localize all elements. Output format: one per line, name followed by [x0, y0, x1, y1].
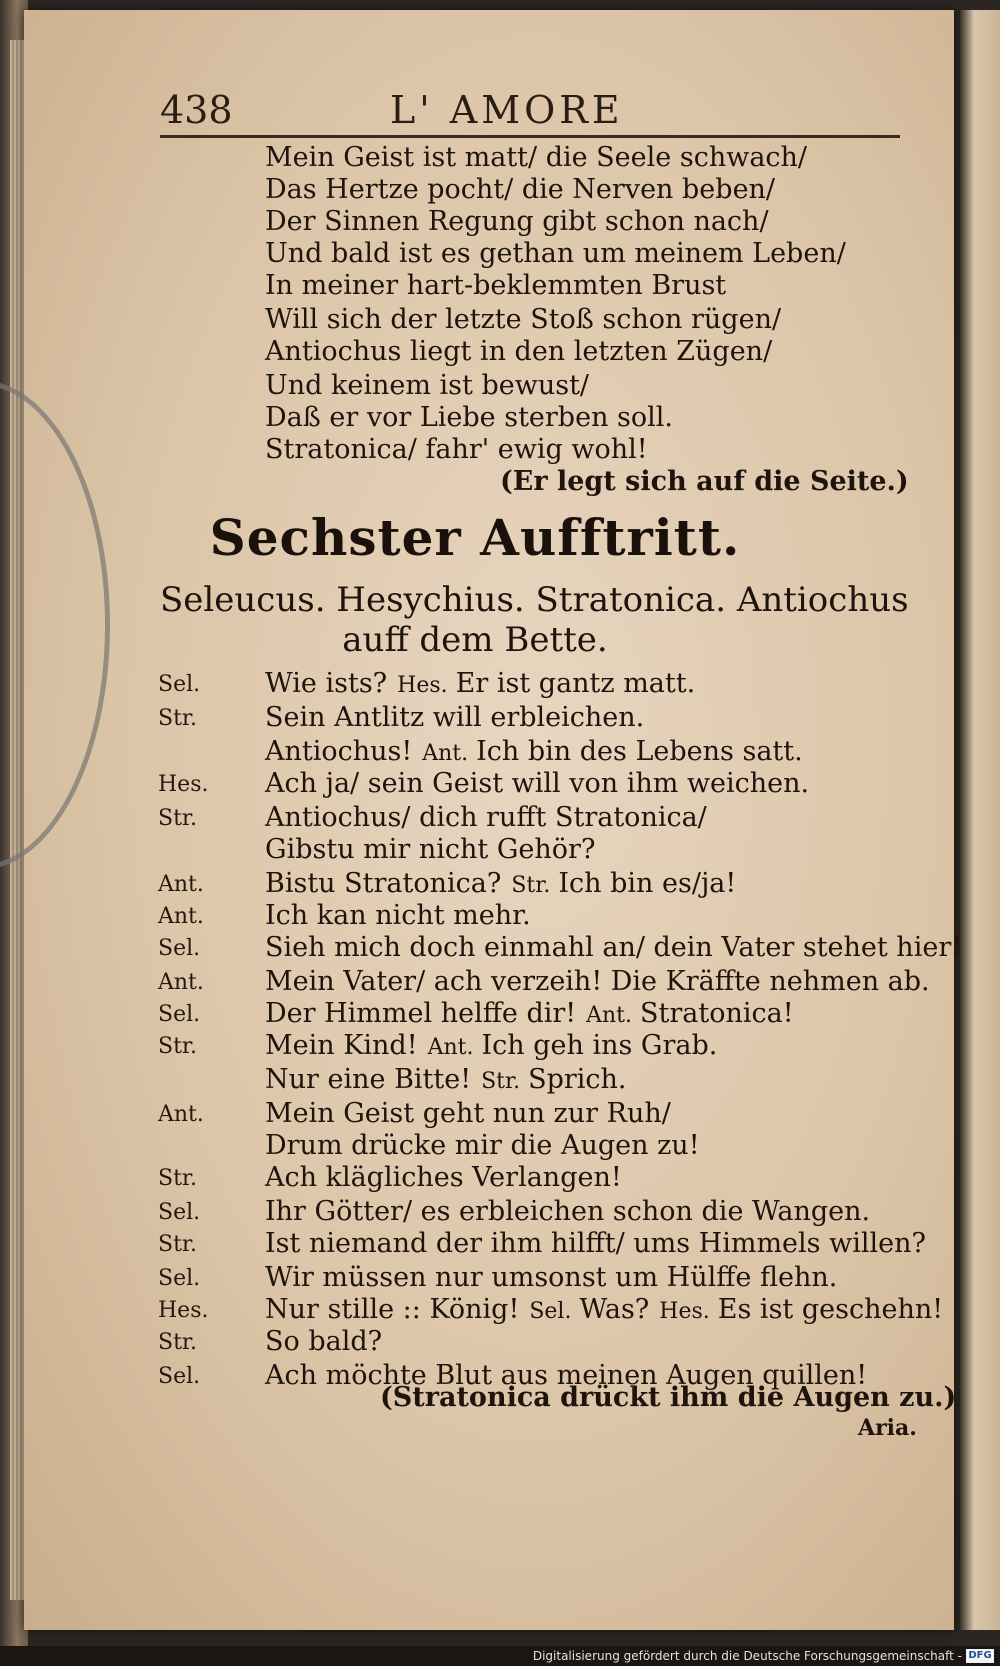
speaker-label: Sel. — [158, 936, 201, 961]
dialogue-line — [265, 1228, 926, 1260]
verse-line: Antiochus liegt in den letzten Zügen/ — [265, 336, 773, 367]
dialogue-text: Ich kan nicht mehr. — [265, 900, 531, 931]
dialogue-text: Antiochus! — [265, 736, 413, 767]
dialogue-line — [265, 998, 794, 1032]
inline-speaker-label: Str. — [481, 1069, 521, 1094]
inline-speaker-label: Str. — [511, 873, 551, 898]
cast-list-continued: auff dem Bette. — [342, 620, 608, 660]
page-header — [160, 88, 920, 138]
inline-speaker-label: Hes. — [659, 1299, 710, 1324]
speaker-label: Str. — [158, 1330, 198, 1355]
dialogue-line — [265, 1130, 700, 1162]
dialogue-text: Mein Geist geht nun zur Ruh/ — [265, 1098, 671, 1129]
verse-line: In meiner hart-beklemmten Brust — [265, 270, 727, 301]
inline-dialogue-text: Es ist geschehn! — [717, 1294, 944, 1325]
dialogue-text: Gibstu mir nicht Gehör? — [265, 834, 596, 865]
dialogue-line — [265, 1030, 717, 1064]
inline-speaker-label: Hes. — [397, 673, 448, 698]
dialogue-line — [265, 900, 531, 932]
dialogue-line — [265, 702, 644, 734]
dialogue-text: Sein Antlitz will erbleichen. — [265, 702, 645, 733]
catchword: Aria. — [858, 1415, 917, 1441]
dfg-logo: DFG — [966, 1649, 994, 1663]
speaker-label: Str. — [158, 806, 198, 831]
inline-speaker-label: Ant. — [586, 1003, 633, 1028]
dialogue-line — [265, 1294, 943, 1328]
speaker-label: Ant. — [158, 1102, 204, 1127]
speaker-label: Str. — [158, 1232, 198, 1257]
dialogue-text: Ach klägliches Verlangen! — [265, 1162, 622, 1193]
dialogue-text: Ach ja/ sein Geist will von ihm weichen. — [265, 768, 810, 799]
dialogue-text: Ist niemand der ihm hilfft/ ums Himmels willen? — [265, 1228, 926, 1259]
dialogue-line — [265, 736, 803, 770]
inline-dialogue-text: Sprich. — [528, 1064, 627, 1095]
header-rule — [160, 135, 900, 138]
inline-dialogue-text: Ich geh ins Grab. — [481, 1030, 718, 1061]
speaker-label: Ant. — [158, 970, 204, 995]
verse-line: Stratonica/ fahr' ewig wohl! — [265, 434, 648, 465]
verse-line: Und keinem ist bewust/ — [265, 370, 590, 401]
speaker-label: Sel. — [158, 1002, 201, 1027]
dialogue-text: So bald? — [265, 1326, 383, 1357]
inline-dialogue-text: Ich bin des Lebens satt. — [476, 736, 803, 767]
dialogue-text: Der Himmel helffe dir! — [265, 998, 577, 1029]
dialogue-text: Drum drücke mir die Augen zu! — [265, 1130, 700, 1161]
speaker-label: Ant. — [158, 904, 204, 929]
verse-line: Und bald ist es gethan um meinem Leben/ — [265, 238, 846, 269]
dialogue-line — [265, 1098, 671, 1130]
running-head: L' AMORE — [390, 88, 624, 132]
dialogue-line — [265, 668, 695, 702]
dialogue-text: Wir müssen nur umsonst um Hülffe flehn. — [265, 1262, 838, 1293]
dialogue-line — [265, 868, 736, 902]
dialogue-line — [265, 966, 930, 998]
inline-speaker-label: Ant. — [422, 741, 469, 766]
dialogue-line — [265, 768, 809, 800]
dialogue-line — [265, 1326, 382, 1358]
page-number: 438 — [160, 88, 233, 132]
stage-direction: (Stratonica drückt ihm die Augen zu.) — [380, 1382, 957, 1413]
inline-speaker-label: Sel. — [529, 1299, 572, 1324]
speaker-label: Sel. — [158, 1266, 201, 1291]
dialogue-line — [265, 834, 595, 866]
inline-dialogue-text: Was? — [579, 1294, 650, 1325]
speaker-label: Ant. — [158, 872, 204, 897]
verse-line: Daß er vor Liebe sterben soll. — [265, 402, 674, 433]
stage-direction: (Er legt sich auf die Seite.) — [500, 466, 909, 497]
verse-line: Das Hertze pocht/ die Nerven beben/ — [265, 174, 776, 205]
cast-list: Seleucus. Hesychius. Stratonica. Antiochus — [160, 580, 909, 620]
inline-dialogue-text: Stratonica! — [640, 998, 794, 1029]
dialogue-line — [265, 932, 962, 964]
speaker-label: Sel. — [158, 672, 201, 697]
verse-line: Mein Geist ist matt/ die Seele schwach/ — [265, 142, 808, 173]
dialogue-text: Ach möchte Blut aus meinen Augen quillen! — [265, 1360, 868, 1391]
dialogue-line — [265, 802, 707, 834]
dialogue-text: Sieh mich doch einmahl an/ dein Vater stehet hier! — [265, 932, 963, 963]
footer-credit: Digitalisierung gefördert durch die Deutsche Forschungsgemeinschaft - — [532, 1649, 962, 1663]
speaker-label: Str. — [158, 706, 198, 731]
inline-speaker-label: Ant. — [427, 1035, 474, 1060]
dialogue-line — [265, 1196, 870, 1228]
dialogue-line — [265, 1064, 627, 1098]
dialogue-text: Nur eine Bitte! — [265, 1064, 472, 1095]
dialogue-text: Mein Kind! — [265, 1030, 418, 1061]
scene-title: Sechster Aufftritt. — [209, 508, 741, 567]
inline-dialogue-text: Ich bin es/ja! — [558, 868, 737, 899]
speaker-label: Str. — [158, 1034, 198, 1059]
speaker-label: Hes. — [158, 772, 209, 797]
facing-page-edge — [960, 10, 1000, 1630]
dialogue-line — [265, 1162, 622, 1194]
speaker-label: Sel. — [158, 1364, 201, 1389]
dialogue-line — [265, 1262, 837, 1294]
dialogue-text: Antiochus/ dich rufft Stratonica/ — [265, 802, 707, 833]
speaker-label: Hes. — [158, 1298, 209, 1323]
speaker-label: Str. — [158, 1166, 198, 1191]
verse-line: Will sich der letzte Stoß schon rügen/ — [265, 304, 782, 335]
dialogue-text: Bistu Stratonica? — [265, 868, 502, 899]
dialogue-text: Mein Vater/ ach verzeih! Die Kräffte nehmen ab. — [265, 966, 930, 997]
dialogue-text: Ihr Götter/ es erbleichen schon die Wangen. — [265, 1196, 871, 1227]
dialogue-text: Wie ists? — [265, 668, 388, 699]
speaker-label: Sel. — [158, 1200, 201, 1225]
dialogue-text: Nur stille :: König! — [265, 1294, 520, 1325]
inline-dialogue-text: Er ist gantz matt. — [455, 668, 696, 699]
verse-line: Der Sinnen Regung gibt schon nach/ — [265, 206, 769, 237]
